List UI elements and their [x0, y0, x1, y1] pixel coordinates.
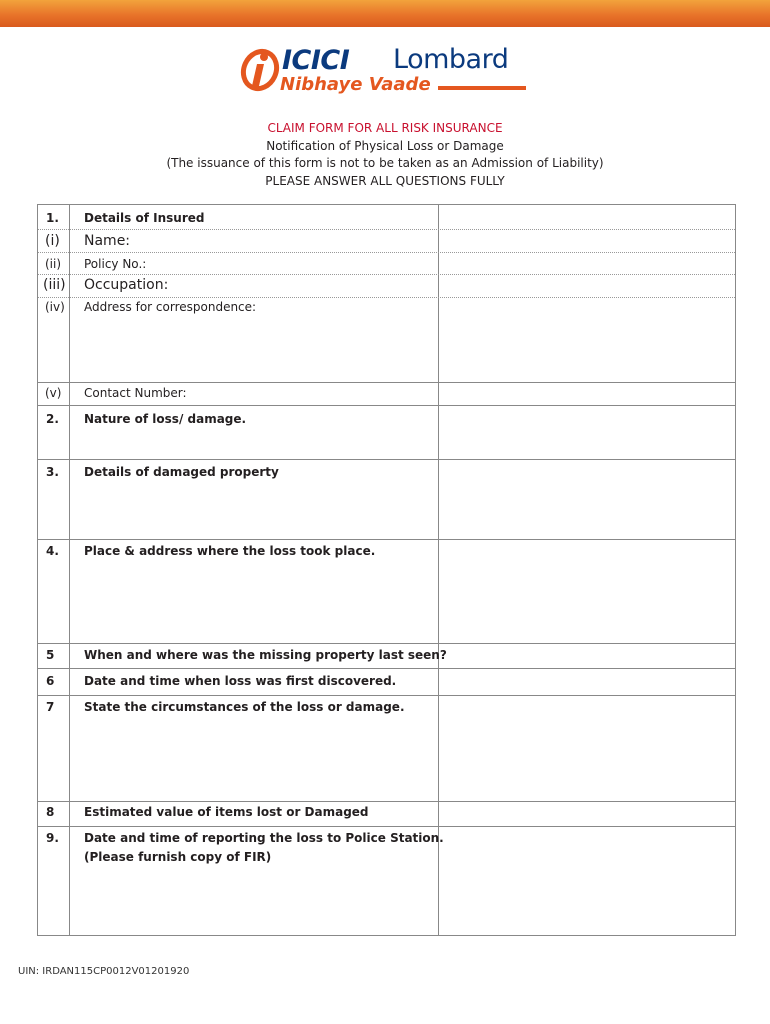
row-label-details-of-insured: Details of Insured: [84, 211, 205, 225]
row-number: (iii): [43, 277, 66, 293]
row-number: 7: [46, 700, 55, 714]
row-number: 2.: [46, 412, 59, 426]
answer-field-police-report[interactable]: [439, 827, 735, 935]
icici-lombard-logo: [240, 44, 535, 100]
answer-field-circumstances[interactable]: [439, 696, 735, 801]
uin-footer: UIN: IRDAN115CP0012V01201920: [18, 966, 190, 977]
brand-tagline: Nibhaye Vaade: [280, 74, 431, 95]
row-label-last-seen: When and where was the missing property last seen?: [84, 648, 447, 662]
answer-field-address[interactable]: [439, 298, 735, 382]
answer-field-occupation[interactable]: [439, 275, 735, 297]
form-subtitle: Notification of Physical Loss or Damage: [266, 138, 504, 153]
row-label-police-report: Date and time of reporting the loss to Police Station.: [84, 831, 444, 845]
row-number: (i): [45, 233, 60, 249]
answer-field-place-of-loss[interactable]: [439, 540, 735, 643]
row-label-estimated-value: Estimated value of items lost or Damaged: [84, 805, 369, 819]
row-label-place-of-loss: Place & address where the loss took place.: [84, 544, 376, 558]
row-label-circumstances: State the circumstances of the loss or damage.: [84, 700, 405, 714]
answer-field-policy-no[interactable]: [439, 253, 735, 274]
answer-field-contact-number[interactable]: [439, 383, 735, 405]
row-number: 6: [46, 674, 55, 688]
form-title: CLAIM FORM FOR ALL RISK INSURANCE: [267, 121, 503, 135]
answer-field-damaged-property[interactable]: [439, 460, 735, 539]
answer-field-name[interactable]: [439, 230, 735, 252]
row-label-nature-of-loss: Nature of loss/ damage.: [84, 412, 247, 426]
row-label-contact-number: Contact Number:: [84, 386, 187, 400]
row-number: (ii): [45, 257, 62, 271]
row-number: (v): [45, 386, 62, 400]
row-label-fir-note: (Please furnish copy of FIR): [84, 850, 272, 864]
row-number: 3.: [46, 465, 59, 479]
answer-field-first-discovered[interactable]: [439, 669, 735, 695]
liability-disclaimer: (The issuance of this form is not to be taken as an Admission of Liability): [166, 156, 604, 170]
tagline-underline: [438, 86, 526, 90]
row-number: 5: [46, 648, 55, 662]
brand-lombard: Lombard: [393, 44, 509, 75]
row-number: 9.: [46, 831, 59, 845]
row-label-damaged-property: Details of damaged property: [84, 465, 279, 479]
answer-field-last-seen[interactable]: [439, 644, 735, 668]
answer-field-details-of-insured[interactable]: [439, 205, 735, 229]
claim-form-table: [37, 204, 736, 936]
row-label-address: Address for correspondence:: [84, 300, 257, 314]
answer-field-nature-of-loss[interactable]: [439, 406, 735, 459]
row-number: 4.: [46, 544, 59, 558]
brand-icici: ICICI: [282, 45, 350, 76]
row-label-name: Name:: [84, 233, 131, 249]
top-banner-bar: [0, 0, 770, 27]
answer-field-estimated-value[interactable]: [439, 802, 735, 826]
instruction-text: PLEASE ANSWER ALL QUESTIONS FULLY: [265, 173, 505, 188]
row-label-occupation: Occupation:: [84, 277, 169, 293]
row-label-first-discovered: Date and time when loss was first discovered.: [84, 674, 397, 688]
icici-emblem-icon: [240, 44, 280, 92]
form-header: [0, 120, 770, 190]
row-label-policy-no: Policy No.:: [84, 257, 147, 271]
row-number: 8: [46, 805, 55, 819]
row-number: (iv): [45, 300, 65, 314]
row-number: 1.: [46, 211, 59, 225]
